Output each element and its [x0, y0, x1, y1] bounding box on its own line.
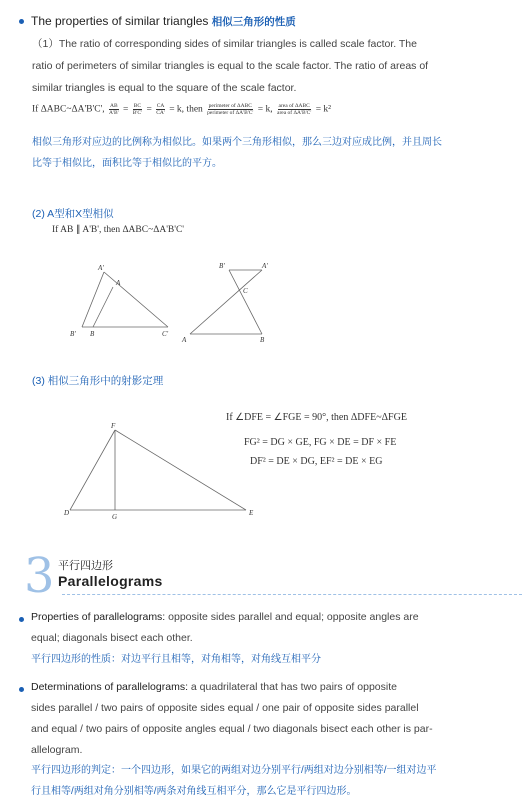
fraction: [132, 103, 143, 116]
label-A: A: [182, 336, 187, 344]
text-line: a quadrilateral that has two pairs of opposite: [188, 681, 397, 693]
cn-line: 比等于相似比，面积比等于相似比的平方。: [32, 158, 222, 169]
fraction: [276, 103, 312, 116]
label-B1: B': [70, 330, 76, 338]
determinations-label: Determinations of parallelograms:: [31, 681, 188, 693]
frac-den: area of ΔA'B'C': [277, 110, 312, 116]
text-line: opposite sides parallel and equal; opposite angles are: [165, 611, 419, 623]
properties-label: Properties of parallelograms:: [31, 611, 166, 623]
determinations-text: [31, 677, 517, 761]
frac-num: area of ΔABC: [278, 103, 310, 109]
fraction: [108, 103, 120, 116]
label-B1: B': [219, 262, 225, 270]
bullet-marker: [19, 687, 24, 692]
label-G: G: [112, 513, 118, 521]
label-C: C: [243, 287, 248, 295]
item2-formula: If AB ∥ A'B', then ΔABC~ΔA'B'C': [52, 225, 185, 235]
scale-factor-formula: [32, 103, 331, 116]
properties-text: [31, 607, 517, 649]
equals: =: [146, 104, 152, 115]
para-line: similar triangles is equal to the square of the scale factor.: [32, 82, 297, 94]
section-divider: [62, 594, 522, 595]
formula-lead: If ΔABC~ΔA'B'C',: [32, 104, 105, 115]
formula-mid: = k, then: [169, 104, 203, 115]
label-E: E: [249, 509, 254, 517]
formula-end: = k²: [315, 104, 332, 115]
frac-num: BC: [133, 103, 142, 109]
frac-den: CA': [156, 110, 165, 116]
frac-den: perimeter of ΔA'B'C': [207, 110, 254, 116]
section-number: 3: [24, 548, 55, 604]
formula-mid2: = k,: [257, 104, 273, 115]
label-B: B: [260, 336, 265, 344]
x-type-similar-figure: [180, 258, 280, 344]
section-title-cn: 平行四边形: [58, 560, 113, 572]
frac-num: CA: [156, 103, 165, 109]
text-line: equal; diagonals bisect each other.: [31, 632, 193, 644]
frac-num: perimeter of ΔABC: [208, 103, 252, 109]
section-title-en: Parallelograms: [58, 573, 163, 589]
label-B: B: [90, 330, 95, 338]
heading-cn: 相似三角形的性质: [211, 16, 296, 28]
frac-num: AB: [110, 103, 118, 109]
section-heading: [31, 14, 296, 29]
properties-cn: 平行四边形的性质：对边平行且相等，对角相等，对角线互相平分: [31, 654, 321, 665]
cn-line: 相似三角形对应边的比例称为相似比。如果两个三角形相似，那么三边对应成比例，并且周长: [32, 137, 442, 148]
label-D: D: [64, 509, 70, 517]
equals: =: [123, 104, 129, 115]
cn-explanation: [32, 132, 512, 174]
cn-line: 平行四边形的判定：一个四边形，如果它的两组对边分别平行/两组对边分别相等/一组对边平: [31, 765, 437, 776]
text-line: and equal / two pairs of opposite angles equal / two diagonals bisect each other is par-: [31, 723, 433, 735]
a-type-similar-figure: [60, 258, 180, 344]
text-line: sides parallel / two pairs of opposite sides equal / one pair of opposite sides parallel: [31, 702, 419, 714]
item3-formula-2: FG² = DG × GE, FG × DE = DF × FE: [244, 437, 397, 448]
label-C1: C': [162, 330, 169, 338]
cn-line: 行且相等/两组对角分别相等/两条对角线互相平分，那么它是平行四边形。: [31, 786, 357, 797]
determinations-cn: [31, 760, 517, 798]
frac-den: B'C': [132, 110, 143, 116]
item3-formula-3: DF² = DE × DG, EF² = DE × EG: [250, 456, 383, 467]
item3-formula-1: If ∠DFE = ∠FGE = 90°, then ΔDFE~ΔFGE: [226, 412, 407, 423]
label-A1: A': [98, 264, 104, 272]
item1-paragraph: [32, 33, 512, 99]
para-line: （1）The ratio of corresponding sides of similar triangles is called scale factor. The: [32, 38, 417, 50]
projection-theorem-figure: [60, 418, 260, 522]
label-A1: A': [262, 262, 268, 270]
label-A: A: [116, 279, 121, 287]
fraction: [206, 103, 254, 116]
bullet-marker: [19, 19, 24, 24]
frac-den: A'B': [109, 110, 119, 116]
label-F: F: [111, 422, 116, 430]
item2-title: (2) A型和X型相似: [32, 208, 114, 220]
fraction: [155, 103, 166, 116]
para-line: ratio of perimeters of similar triangles is equal to the scale factor. The ratio of areas of: [32, 60, 429, 72]
text-line: allelogram.: [31, 744, 83, 756]
bullet-marker: [19, 617, 24, 622]
item3-title: (3) 相似三角形中的射影定理: [32, 375, 164, 387]
heading-en: The properties of similar triangles: [31, 14, 209, 28]
